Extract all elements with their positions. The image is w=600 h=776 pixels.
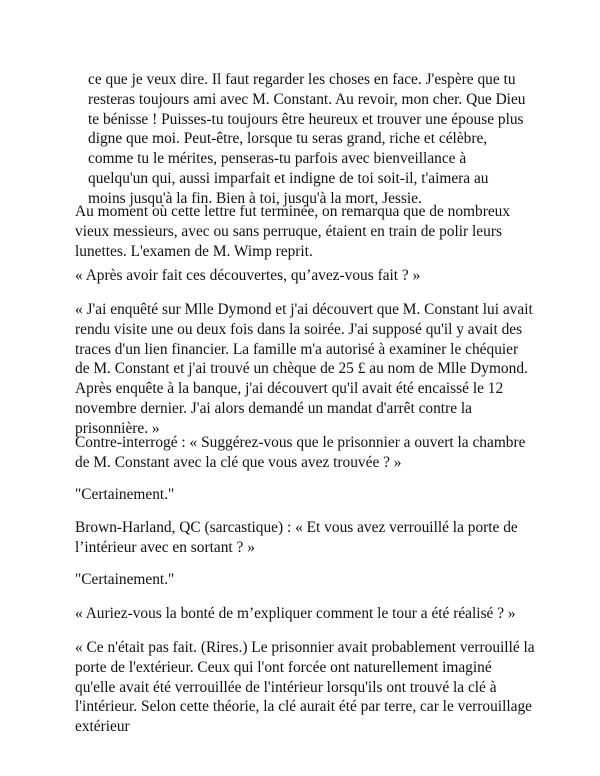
paragraph-question-discoveries: « Après avoir fait ces découvertes, qu’avez-vous fait ? » xyxy=(75,267,421,284)
paragraph-letter-finished: Au moment où cette lettre fut terminée, on remarqua que de nombreux vieux messieurs, avec ou sans perruque, étaient en train de polir leurs lunettes. L'examen de M. Wimp reprit. xyxy=(75,203,511,260)
paragraph-cross-examination: Contre-interrogé : « Suggérez-vous que le prisonnier a ouvert la chambre de M. Constant avec la clé que vous avez trouvée ? » xyxy=(75,434,526,471)
paragraph-certainly-second: "Certainement." xyxy=(75,571,175,588)
paragraph-certainly-first: "Certainement." xyxy=(75,486,175,503)
letter-quote: ce que je veux dire. Il faut regarder les choses en face. J'espère que tu resteras toujours ami avec M. Constant. Au revoir, mon cher. Que Dieu te bénisse ! Puisses-tu toujours être heureux et trouver une épouse plus digne que moi. Peut-être, lorsque tu seras grand, riche et célèbre, comme tu le mérites, penseras-tu parfois avec bienveillance à quelqu'un qui, aussi imparfait et indigne de toi soit-il, t'aimera au moins jusqu'à la fin. Bien à toi, jusqu'à la mort, Jessie. xyxy=(88,71,526,207)
paragraph-not-done-answer: « Ce n'était pas fait. (Rires.) Le prisonnier avait probablement verrouillé la porte de l'extérieur. Ceux qui l'ont forcée ont naturellement imaginé qu'elle avait été verrouillée de l'intérieur lorsqu'ils ont trouvé la clé à l'intérieur. Selon cette théorie, la clé aurait été par terre, car le verrouillage extérieur xyxy=(75,639,535,736)
paragraph-brown-harland: Brown-Harland, QC (sarcastique) : « Et vous avez verrouillé la porte de l’intérieur avec en sortant ? » xyxy=(75,519,518,556)
paragraph-trick-question: « Auriez-vous la bonté de m’expliquer comment le tour a été réalisé ? » xyxy=(75,605,516,622)
paragraph-investigation-answer: « J'ai enquêté sur Mlle Dymond et j'ai découvert que M. Constant lui avait rendu visite une ou deux fois dans la soirée. J'ai supposé qu'il y avait des traces d'un lien financier. La famille m'a autorisé à examiner le chéquier de M. Constant et j'ai trouvé un chèque de 25 £ au nom de Mlle Dymond. Après enquête à la banque, j'ai découvert qu'il avait été encaissé le 12 novembre dernier. J'ai alors demandé un mandat d'arrêt contre la prisonnière. » xyxy=(75,301,533,437)
